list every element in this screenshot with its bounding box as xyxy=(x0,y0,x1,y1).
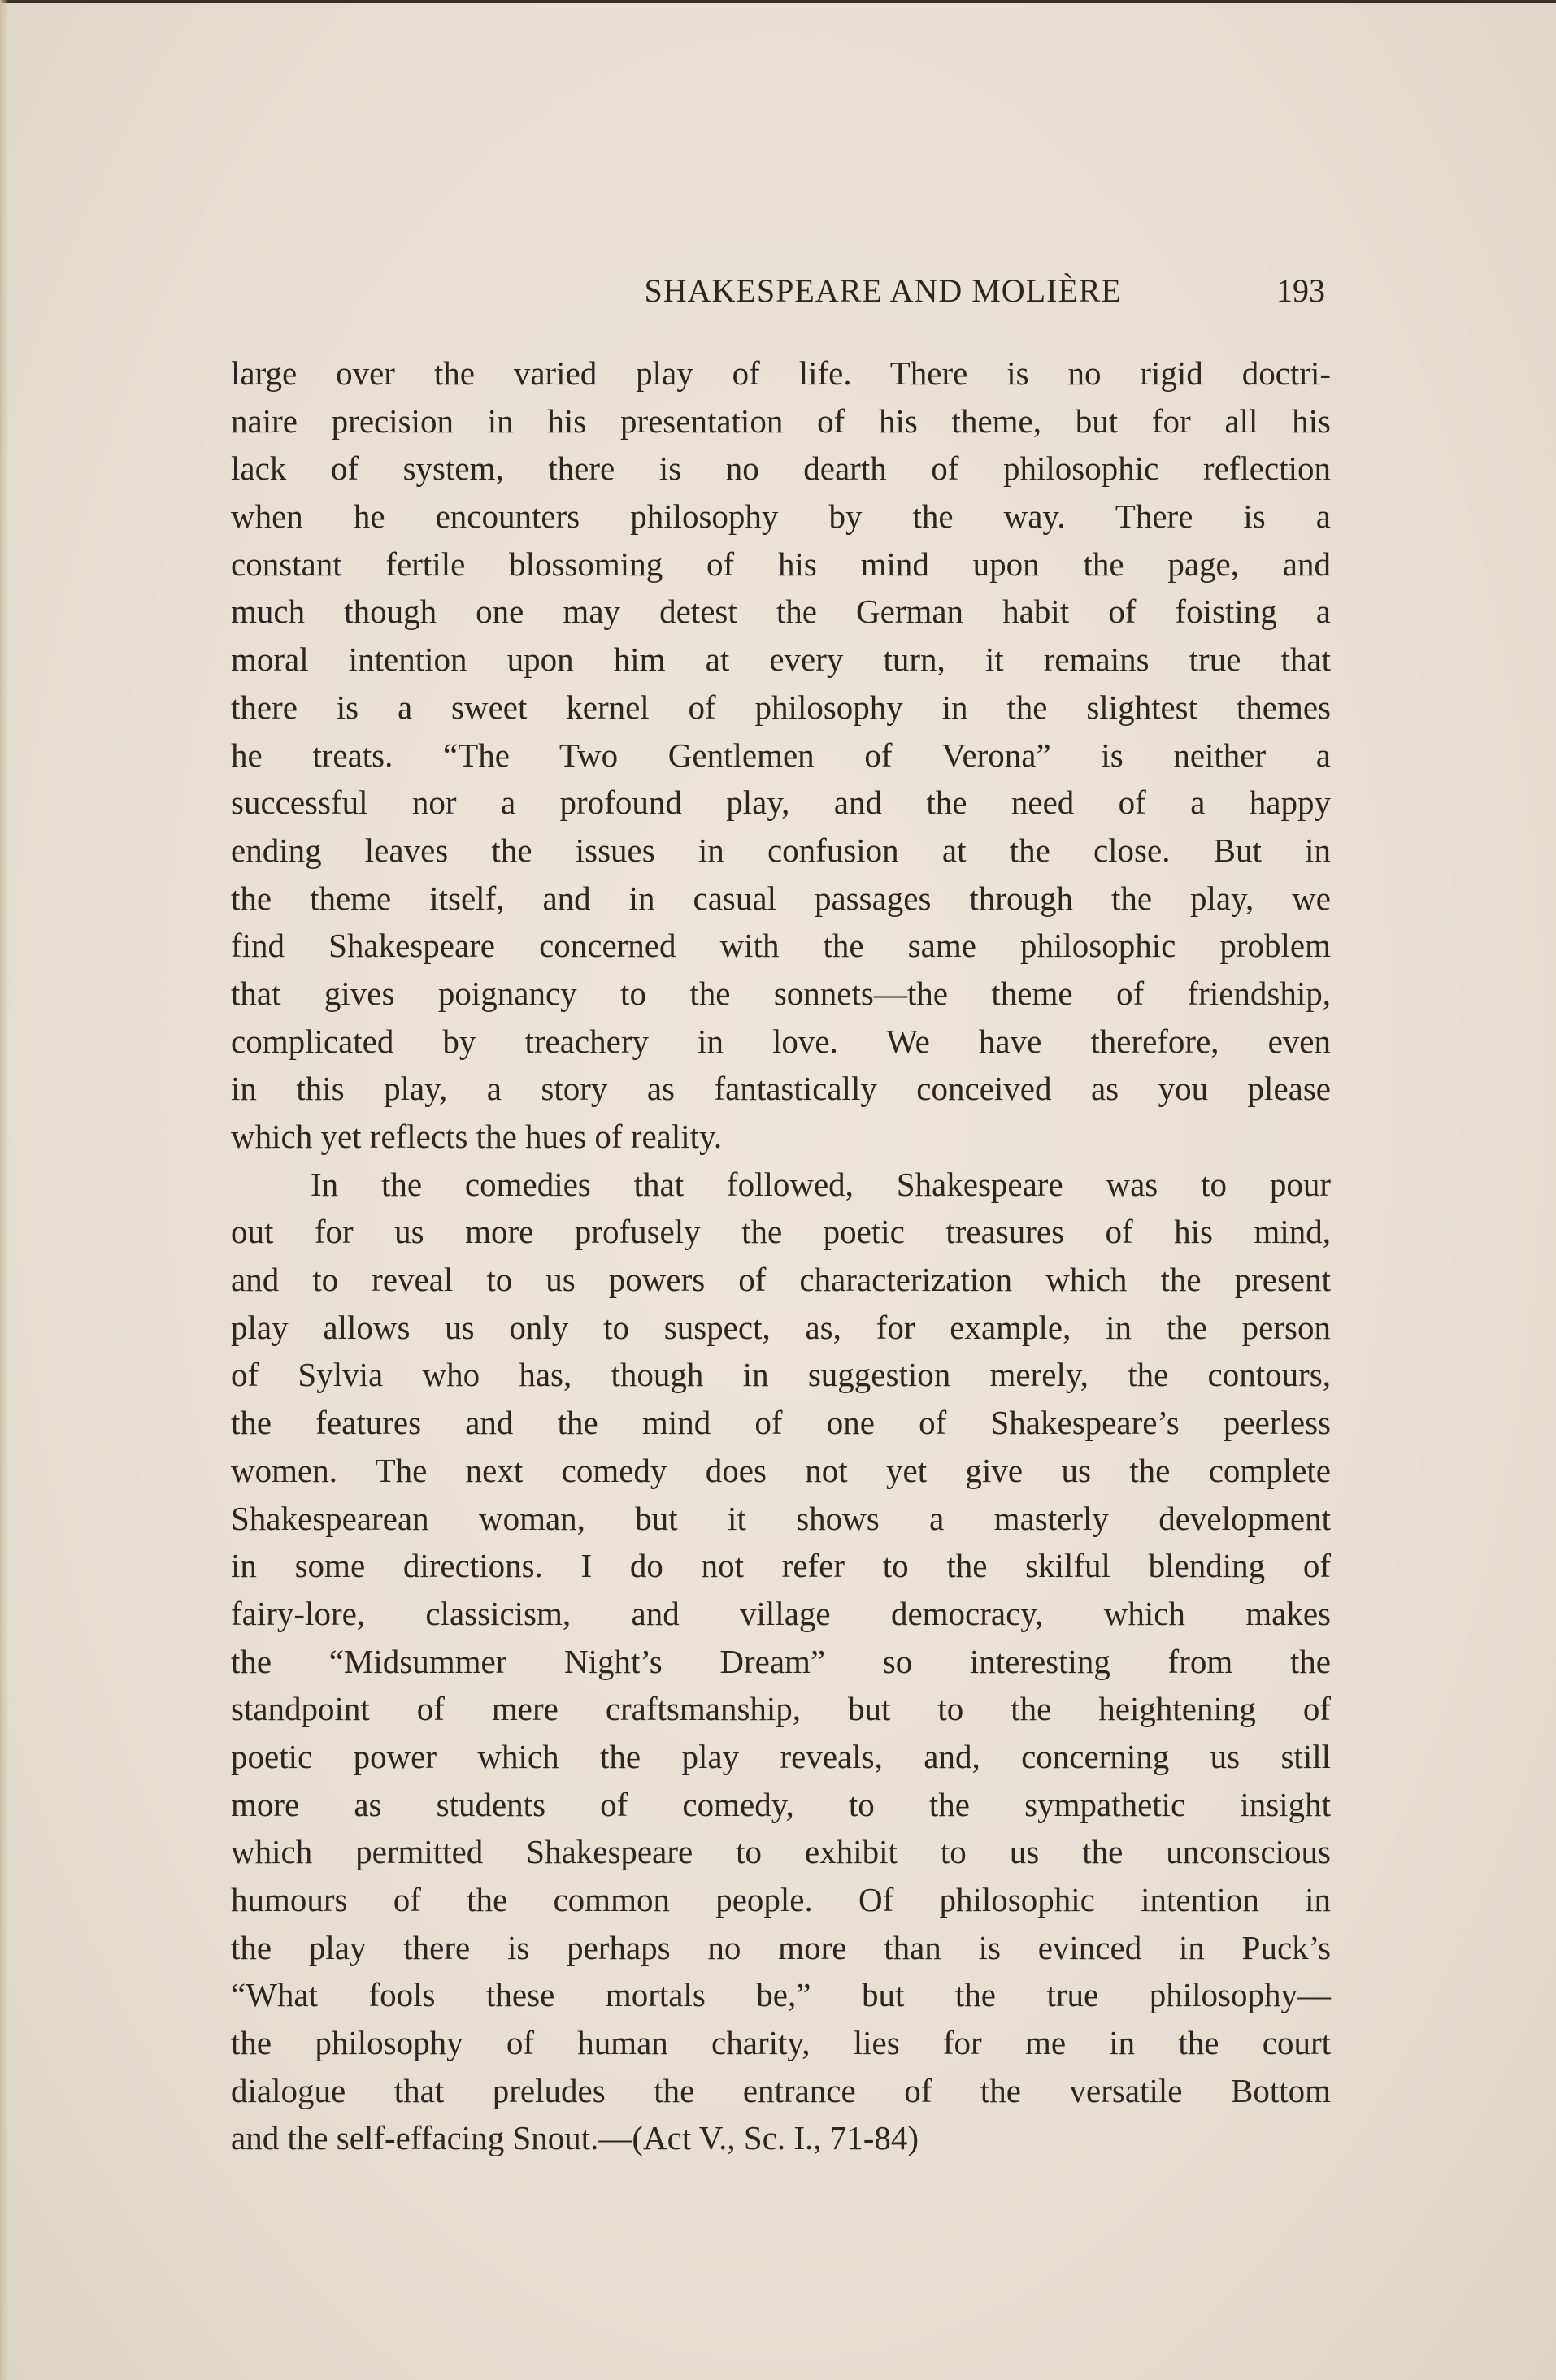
running-head xyxy=(231,267,1325,315)
text-line: he treats. “The Two Gentlemen of Verona” is neither a xyxy=(231,736,1331,774)
text-line: moral intention upon him at every turn, it remains true that xyxy=(231,641,1331,679)
text-line: that gives poignancy to the sonnets—the theme of friendship, xyxy=(231,974,1331,1012)
text-line: naire precision in his presentation of his theme, but for all his xyxy=(231,402,1331,440)
text-line: ending leaves the issues in confusion at the close. But in xyxy=(231,831,1331,869)
paragraph-start-line: In the comedies that followed, Shakespeare was to pour xyxy=(311,1165,1331,1203)
text-line: much though one may detest the German habit of foisting a xyxy=(231,593,1331,631)
text-line: find Shakespeare concerned with the same philosophic problem xyxy=(231,927,1331,965)
text-line: the theme itself, and in casual passages through the play, we xyxy=(231,879,1331,917)
text-line: standpoint of mere craftsmanship, but to the heightening of xyxy=(231,1690,1331,1728)
text-line: constant fertile blossoming of his mind upon the page, and xyxy=(231,545,1331,583)
text-line: which permitted Shakespeare to exhibit to us the unconscious xyxy=(231,1833,1331,1871)
text-line: humours of the common people. Of philosophic intention in xyxy=(231,1881,1331,1918)
paragraph-end-line: and the self-effacing Snout.—(Act V., Sc. I., 71-84) xyxy=(231,2119,919,2157)
page-number: 193 xyxy=(1276,272,1325,309)
text-line: out for us more profusely the poetic treasures of his mind, xyxy=(231,1213,1331,1251)
text-line: there is a sweet kernel of philosophy in the slightest themes xyxy=(231,688,1331,726)
text-line: the philosophy of human charity, lies for me in the court xyxy=(231,2024,1331,2062)
text-line: the play there is perhaps no more than is evinced in Puck’s xyxy=(231,1928,1331,1966)
text-line: the “Midsummer Night’s Dream” so interesting from the xyxy=(231,1642,1331,1680)
text-line: in some directions. I do not refer to the skilful blending of xyxy=(231,1547,1331,1585)
text-line: of Sylvia who has, though in suggestion merely, the contours, xyxy=(231,1356,1331,1394)
body-text xyxy=(231,350,1331,2162)
text-line: in this play, a story as fantastically conceived as you please xyxy=(231,1070,1331,1108)
text-line: women. The next comedy does not yet give us the complete xyxy=(231,1451,1331,1489)
text-line: when he encounters philosophy by the way. There is a xyxy=(231,497,1331,536)
text-line: complicated by treachery in love. We have therefore, even xyxy=(231,1022,1331,1060)
text-line: Shakespearean woman, but it shows a masterly development xyxy=(231,1499,1331,1537)
text-line: poetic power which the play reveals, and, concerning us still xyxy=(231,1737,1331,1775)
text-line: the features and the mind of one of Shakespeare’s peerless xyxy=(231,1404,1331,1442)
text-line: play allows us only to suspect, as, for example, in the person xyxy=(231,1308,1331,1346)
text-line: more as students of comedy, to the sympathetic insight xyxy=(231,1785,1331,1823)
text-line: dialogue that preludes the entrance of the versatile Bottom xyxy=(231,2071,1331,2109)
text-line: “What fools these mortals be,” but the true philosophy— xyxy=(231,1976,1331,2014)
paragraph-end-line: which yet reflects the hues of reality. xyxy=(231,1118,723,1155)
page-left-edge xyxy=(0,0,8,2380)
text-line: large over the varied play of life. There is no rigid doctri- xyxy=(231,354,1331,392)
running-title: SHAKESPEARE AND MOLIÈRE xyxy=(644,272,1122,309)
page-top-edge xyxy=(0,0,1556,3)
text-line: and to reveal to us powers of characterization which the present xyxy=(231,1261,1331,1299)
text-line: successful nor a profound play, and the need of a happy xyxy=(231,784,1331,822)
text-line: lack of system, there is no dearth of philosophic reflection xyxy=(231,450,1331,488)
text-line: fairy-lore, classicism, and village democracy, which makes xyxy=(231,1594,1331,1632)
